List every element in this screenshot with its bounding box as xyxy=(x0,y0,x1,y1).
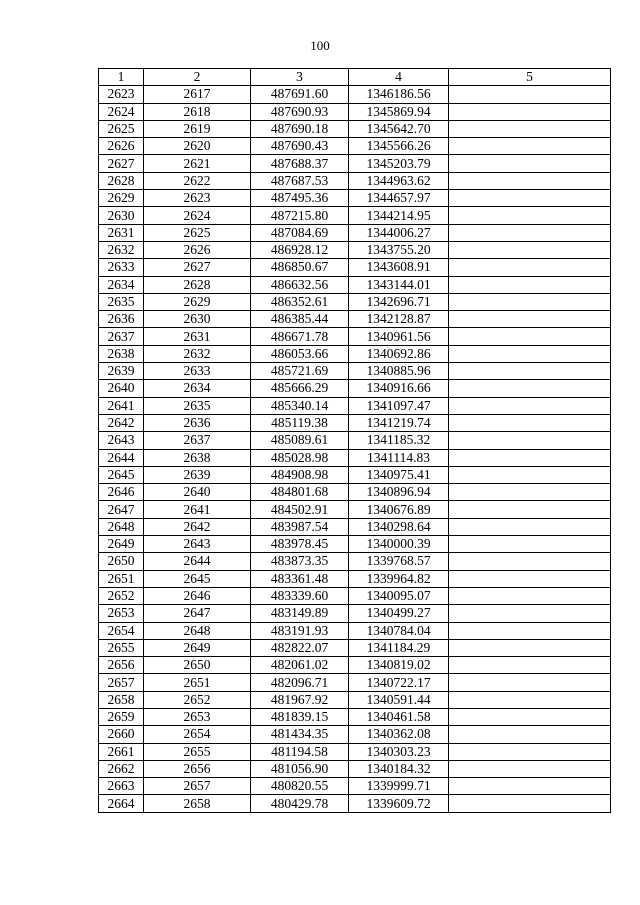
table-cell-col-2: 2625 xyxy=(144,224,251,241)
table-cell-col-5 xyxy=(449,691,611,708)
table-cell-col-1: 2634 xyxy=(99,276,144,293)
table-cell-col-2: 2649 xyxy=(144,639,251,656)
table-cell-col-3: 481056.90 xyxy=(251,760,349,777)
table-cell-col-5 xyxy=(449,570,611,587)
table-cell-col-5 xyxy=(449,207,611,224)
table-cell-col-2: 2647 xyxy=(144,605,251,622)
table-cell-col-1: 2658 xyxy=(99,691,144,708)
table-cell-col-1: 2660 xyxy=(99,726,144,743)
table-cell-col-4: 1342128.87 xyxy=(349,311,449,328)
table-cell-col-5 xyxy=(449,622,611,639)
table-cell-col-2: 2621 xyxy=(144,155,251,172)
table-cell-col-5 xyxy=(449,795,611,812)
table-cell-col-1: 2661 xyxy=(99,743,144,760)
table-cell-col-2: 2636 xyxy=(144,414,251,431)
table-cell-col-2: 2640 xyxy=(144,484,251,501)
table-cell-col-2: 2654 xyxy=(144,726,251,743)
table-cell-col-5 xyxy=(449,778,611,795)
table-cell-col-4: 1346186.56 xyxy=(349,86,449,103)
table-row xyxy=(99,414,611,431)
table-cell-col-3: 485028.98 xyxy=(251,449,349,466)
table-cell-col-1: 2649 xyxy=(99,536,144,553)
table-cell-col-3: 482061.02 xyxy=(251,657,349,674)
table-cell-col-2: 2622 xyxy=(144,172,251,189)
table-row xyxy=(99,760,611,777)
table-cell-col-2: 2618 xyxy=(144,103,251,120)
table-cell-col-4: 1340975.41 xyxy=(349,466,449,483)
table-cell-col-3: 486671.78 xyxy=(251,328,349,345)
table-cell-col-3: 485089.61 xyxy=(251,432,349,449)
table-cell-col-3: 483978.45 xyxy=(251,536,349,553)
table-cell-col-5 xyxy=(449,328,611,345)
table-cell-col-1: 2633 xyxy=(99,259,144,276)
table-cell-col-3: 481434.35 xyxy=(251,726,349,743)
table-cell-col-1: 2657 xyxy=(99,674,144,691)
table-cell-col-4: 1341184.29 xyxy=(349,639,449,656)
table-cell-col-3: 486632.56 xyxy=(251,276,349,293)
table-cell-col-2: 2657 xyxy=(144,778,251,795)
table-row xyxy=(99,587,611,604)
table-cell-col-3: 485119.38 xyxy=(251,414,349,431)
table-cell-col-3: 484801.68 xyxy=(251,484,349,501)
table-cell-col-2: 2638 xyxy=(144,449,251,466)
table-row xyxy=(99,622,611,639)
table-cell-col-3: 486385.44 xyxy=(251,311,349,328)
table-row xyxy=(99,241,611,258)
table-cell-col-5 xyxy=(449,414,611,431)
table-cell-col-2: 2637 xyxy=(144,432,251,449)
table-cell-col-3: 487691.60 xyxy=(251,86,349,103)
table-cell-col-1: 2635 xyxy=(99,293,144,310)
table-header xyxy=(99,69,611,86)
table-cell-col-1: 2629 xyxy=(99,190,144,207)
table-row xyxy=(99,224,611,241)
table-row xyxy=(99,311,611,328)
table-cell-col-4: 1340784.04 xyxy=(349,622,449,639)
table-cell-col-2: 2651 xyxy=(144,674,251,691)
table-cell-col-4: 1340961.56 xyxy=(349,328,449,345)
table-row xyxy=(99,103,611,120)
table-row xyxy=(99,605,611,622)
table-cell-col-4: 1340722.17 xyxy=(349,674,449,691)
table-cell-col-3: 487690.93 xyxy=(251,103,349,120)
table-cell-col-2: 2658 xyxy=(144,795,251,812)
table-row xyxy=(99,207,611,224)
table-cell-col-1: 2626 xyxy=(99,138,144,155)
table-cell-col-3: 483873.35 xyxy=(251,553,349,570)
table-row xyxy=(99,432,611,449)
table-cell-col-3: 481194.58 xyxy=(251,743,349,760)
table-cell-col-5 xyxy=(449,86,611,103)
table-cell-col-1: 2625 xyxy=(99,120,144,137)
table-cell-col-4: 1345203.79 xyxy=(349,155,449,172)
table-cell-col-2: 2648 xyxy=(144,622,251,639)
table-cell-col-1: 2630 xyxy=(99,207,144,224)
table-cell-col-4: 1343144.01 xyxy=(349,276,449,293)
table-cell-col-5 xyxy=(449,190,611,207)
column-header-4: 4 xyxy=(349,69,449,86)
table-cell-col-4: 1344963.62 xyxy=(349,172,449,189)
table-cell-col-1: 2650 xyxy=(99,553,144,570)
table-cell-col-3: 481839.15 xyxy=(251,708,349,725)
table-cell-col-3: 485721.69 xyxy=(251,363,349,380)
column-header-1: 1 xyxy=(99,69,144,86)
table-cell-col-3: 480429.78 xyxy=(251,795,349,812)
column-header-5: 5 xyxy=(449,69,611,86)
table-cell-col-2: 2619 xyxy=(144,120,251,137)
table-cell-col-3: 486928.12 xyxy=(251,241,349,258)
table-cell-col-2: 2650 xyxy=(144,657,251,674)
table-cell-col-4: 1344214.95 xyxy=(349,207,449,224)
table-cell-col-4: 1345869.94 xyxy=(349,103,449,120)
table-cell-col-4: 1340298.64 xyxy=(349,518,449,535)
table-cell-col-1: 2645 xyxy=(99,466,144,483)
table-cell-col-2: 2626 xyxy=(144,241,251,258)
table-cell-col-5 xyxy=(449,138,611,155)
table-cell-col-4: 1340692.86 xyxy=(349,345,449,362)
table-cell-col-1: 2642 xyxy=(99,414,144,431)
table-row xyxy=(99,120,611,137)
table-row xyxy=(99,536,611,553)
table-cell-col-3: 484908.98 xyxy=(251,466,349,483)
table-cell-col-1: 2652 xyxy=(99,587,144,604)
table-row xyxy=(99,691,611,708)
table-cell-col-2: 2645 xyxy=(144,570,251,587)
table-row xyxy=(99,726,611,743)
table-cell-col-4: 1340184.32 xyxy=(349,760,449,777)
table-cell-col-4: 1341219.74 xyxy=(349,414,449,431)
table-row xyxy=(99,518,611,535)
table-cell-col-1: 2636 xyxy=(99,311,144,328)
table-cell-col-5 xyxy=(449,726,611,743)
table-cell-col-3: 486053.66 xyxy=(251,345,349,362)
table-cell-col-4: 1339609.72 xyxy=(349,795,449,812)
table-cell-col-4: 1340499.27 xyxy=(349,605,449,622)
table-cell-col-5 xyxy=(449,363,611,380)
table-cell-col-3: 487084.69 xyxy=(251,224,349,241)
table-cell-col-4: 1340676.89 xyxy=(349,501,449,518)
table-cell-col-5 xyxy=(449,155,611,172)
table-row xyxy=(99,484,611,501)
table-cell-col-3: 483987.54 xyxy=(251,518,349,535)
table-cell-col-5 xyxy=(449,657,611,674)
table-cell-col-2: 2635 xyxy=(144,397,251,414)
table-cell-col-2: 2646 xyxy=(144,587,251,604)
table-cell-col-2: 2639 xyxy=(144,466,251,483)
table-cell-col-1: 2638 xyxy=(99,345,144,362)
table-cell-col-1: 2641 xyxy=(99,397,144,414)
table-cell-col-2: 2624 xyxy=(144,207,251,224)
table-cell-col-1: 2663 xyxy=(99,778,144,795)
table-cell-col-5 xyxy=(449,259,611,276)
table-cell-col-4: 1343608.91 xyxy=(349,259,449,276)
table-cell-col-2: 2630 xyxy=(144,311,251,328)
table-cell-col-3: 487690.18 xyxy=(251,120,349,137)
table-cell-col-2: 2656 xyxy=(144,760,251,777)
table-cell-col-5 xyxy=(449,466,611,483)
table-cell-col-4: 1343755.20 xyxy=(349,241,449,258)
table-cell-col-5 xyxy=(449,760,611,777)
table-cell-col-2: 2655 xyxy=(144,743,251,760)
table-cell-col-2: 2652 xyxy=(144,691,251,708)
table-cell-col-2: 2653 xyxy=(144,708,251,725)
table-cell-col-2: 2641 xyxy=(144,501,251,518)
table-cell-col-5 xyxy=(449,518,611,535)
table-cell-col-5 xyxy=(449,311,611,328)
table-cell-col-2: 2629 xyxy=(144,293,251,310)
table-row xyxy=(99,380,611,397)
table-cell-col-4: 1342696.71 xyxy=(349,293,449,310)
table-cell-col-3: 484502.91 xyxy=(251,501,349,518)
table-cell-col-3: 486352.61 xyxy=(251,293,349,310)
table-cell-col-1: 2653 xyxy=(99,605,144,622)
table-cell-col-5 xyxy=(449,587,611,604)
table-cell-col-5 xyxy=(449,380,611,397)
table-cell-col-1: 2659 xyxy=(99,708,144,725)
column-header-2: 2 xyxy=(144,69,251,86)
table-cell-col-4: 1340591.44 xyxy=(349,691,449,708)
table-cell-col-5 xyxy=(449,103,611,120)
table-row xyxy=(99,570,611,587)
table-row xyxy=(99,708,611,725)
table-cell-col-2: 2633 xyxy=(144,363,251,380)
table-row xyxy=(99,397,611,414)
table-cell-col-3: 487495.36 xyxy=(251,190,349,207)
page-number: 100 xyxy=(310,38,330,53)
table-row xyxy=(99,795,611,812)
table-cell-col-1: 2627 xyxy=(99,155,144,172)
table-cell-col-1: 2655 xyxy=(99,639,144,656)
table-cell-col-5 xyxy=(449,345,611,362)
table-cell-col-5 xyxy=(449,743,611,760)
table-cell-col-4: 1341185.32 xyxy=(349,432,449,449)
table-row xyxy=(99,778,611,795)
table-cell-col-5 xyxy=(449,484,611,501)
table-cell-col-5 xyxy=(449,708,611,725)
table-cell-col-4: 1340916.66 xyxy=(349,380,449,397)
table-cell-col-2: 2627 xyxy=(144,259,251,276)
table-cell-col-1: 2631 xyxy=(99,224,144,241)
table-cell-col-4: 1340362.08 xyxy=(349,726,449,743)
table-cell-col-3: 483149.89 xyxy=(251,605,349,622)
table-cell-col-3: 485666.29 xyxy=(251,380,349,397)
table-row xyxy=(99,363,611,380)
table-row xyxy=(99,345,611,362)
table-row xyxy=(99,743,611,760)
table-cell-col-5 xyxy=(449,674,611,691)
table-cell-col-1: 2664 xyxy=(99,795,144,812)
table-cell-col-4: 1340000.39 xyxy=(349,536,449,553)
table-cell-col-2: 2617 xyxy=(144,86,251,103)
table-cell-col-3: 487688.37 xyxy=(251,155,349,172)
table-cell-col-3: 481967.92 xyxy=(251,691,349,708)
table-cell-col-4: 1339999.71 xyxy=(349,778,449,795)
table-cell-col-2: 2642 xyxy=(144,518,251,535)
table-cell-col-3: 487215.80 xyxy=(251,207,349,224)
table-cell-col-2: 2643 xyxy=(144,536,251,553)
table-cell-col-5 xyxy=(449,172,611,189)
table-row xyxy=(99,276,611,293)
table-cell-col-2: 2631 xyxy=(144,328,251,345)
table-row xyxy=(99,172,611,189)
table-cell-col-3: 482096.71 xyxy=(251,674,349,691)
table-cell-col-5 xyxy=(449,501,611,518)
table-cell-col-5 xyxy=(449,536,611,553)
table-row xyxy=(99,328,611,345)
table-cell-col-1: 2624 xyxy=(99,103,144,120)
table-cell-col-4: 1341114.83 xyxy=(349,449,449,466)
table-row xyxy=(99,657,611,674)
table-cell-col-4: 1340885.96 xyxy=(349,363,449,380)
table-cell-col-5 xyxy=(449,605,611,622)
table-cell-col-3: 483191.93 xyxy=(251,622,349,639)
table-cell-col-4: 1341097.47 xyxy=(349,397,449,414)
table-cell-col-3: 483339.60 xyxy=(251,587,349,604)
table-row xyxy=(99,86,611,103)
table-cell-col-1: 2651 xyxy=(99,570,144,587)
table-cell-col-3: 482822.07 xyxy=(251,639,349,656)
table-cell-col-1: 2662 xyxy=(99,760,144,777)
table-row xyxy=(99,553,611,570)
table-cell-col-2: 2634 xyxy=(144,380,251,397)
table-cell-col-1: 2632 xyxy=(99,241,144,258)
table-cell-col-2: 2628 xyxy=(144,276,251,293)
table-cell-col-1: 2640 xyxy=(99,380,144,397)
table-cell-col-1: 2647 xyxy=(99,501,144,518)
table-cell-col-4: 1345566.26 xyxy=(349,138,449,155)
table-cell-col-1: 2654 xyxy=(99,622,144,639)
table-cell-col-5 xyxy=(449,276,611,293)
table-cell-col-1: 2639 xyxy=(99,363,144,380)
table-cell-col-1: 2644 xyxy=(99,449,144,466)
table-cell-col-3: 487687.53 xyxy=(251,172,349,189)
table-cell-col-5 xyxy=(449,397,611,414)
table-cell-col-4: 1339768.57 xyxy=(349,553,449,570)
table-cell-col-4: 1340303.23 xyxy=(349,743,449,760)
table-cell-col-4: 1340095.07 xyxy=(349,587,449,604)
table-cell-col-3: 480820.55 xyxy=(251,778,349,795)
table-row xyxy=(99,293,611,310)
table-cell-col-4: 1339964.82 xyxy=(349,570,449,587)
coordinates-table xyxy=(98,68,611,813)
table-cell-col-2: 2620 xyxy=(144,138,251,155)
table-cell-col-5 xyxy=(449,639,611,656)
table-cell-col-5 xyxy=(449,120,611,137)
table-cell-col-5 xyxy=(449,553,611,570)
table-cell-col-4: 1344006.27 xyxy=(349,224,449,241)
table-cell-col-1: 2643 xyxy=(99,432,144,449)
table-cell-col-1: 2623 xyxy=(99,86,144,103)
table-cell-col-4: 1340819.02 xyxy=(349,657,449,674)
table-cell-col-4: 1345642.70 xyxy=(349,120,449,137)
table-cell-col-2: 2644 xyxy=(144,553,251,570)
table-cell-col-1: 2637 xyxy=(99,328,144,345)
table-cell-col-5 xyxy=(449,241,611,258)
table-row xyxy=(99,466,611,483)
table-row xyxy=(99,674,611,691)
table-row xyxy=(99,259,611,276)
table-cell-col-3: 483361.48 xyxy=(251,570,349,587)
table-row xyxy=(99,639,611,656)
table-cell-col-1: 2646 xyxy=(99,484,144,501)
table-row xyxy=(99,138,611,155)
table-row xyxy=(99,155,611,172)
table-cell-col-5 xyxy=(449,432,611,449)
table-cell-col-5 xyxy=(449,224,611,241)
column-header-3: 3 xyxy=(251,69,349,86)
table-row xyxy=(99,501,611,518)
table-cell-col-4: 1344657.97 xyxy=(349,190,449,207)
table-cell-col-3: 486850.67 xyxy=(251,259,349,276)
table-cell-col-4: 1340461.58 xyxy=(349,708,449,725)
table-row xyxy=(99,190,611,207)
table-cell-col-2: 2623 xyxy=(144,190,251,207)
table-cell-col-3: 487690.43 xyxy=(251,138,349,155)
table-cell-col-2: 2632 xyxy=(144,345,251,362)
table-cell-col-1: 2648 xyxy=(99,518,144,535)
table-body xyxy=(99,86,611,812)
table-cell-col-4: 1340896.94 xyxy=(349,484,449,501)
table-cell-col-3: 485340.14 xyxy=(251,397,349,414)
table-cell-col-1: 2656 xyxy=(99,657,144,674)
header-row xyxy=(99,69,611,86)
table-cell-col-5 xyxy=(449,449,611,466)
table-cell-col-1: 2628 xyxy=(99,172,144,189)
table-cell-col-5 xyxy=(449,293,611,310)
table-row xyxy=(99,449,611,466)
